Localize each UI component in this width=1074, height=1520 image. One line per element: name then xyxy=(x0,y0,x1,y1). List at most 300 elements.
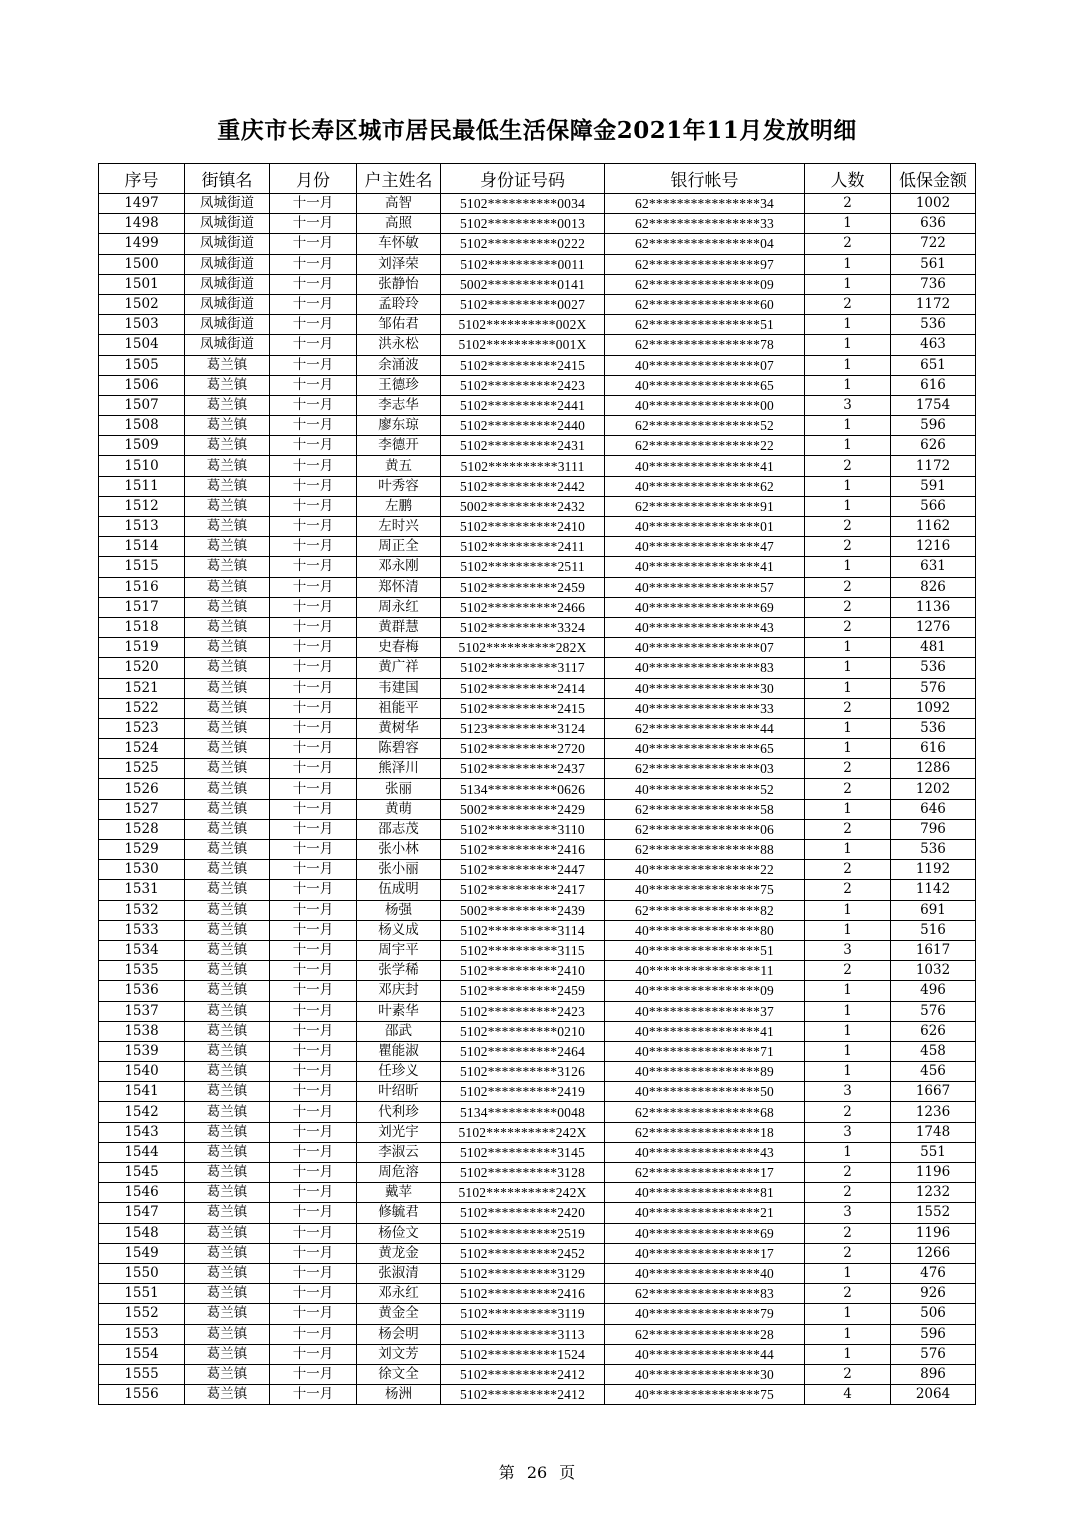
cell-people-count: 1 xyxy=(805,658,891,678)
cell-month: 十一月 xyxy=(270,1102,357,1122)
cell-index: 1512 xyxy=(99,496,185,516)
cell-street: 凤城街道 xyxy=(185,214,270,234)
cell-householder: 黄五 xyxy=(357,456,441,476)
cell-householder: 邵武 xyxy=(357,1021,441,1041)
cell-people-count: 1 xyxy=(805,1062,891,1082)
table-row xyxy=(99,1102,976,1122)
cell-bank-account: 40****************50 xyxy=(605,1082,805,1102)
cell-index: 1556 xyxy=(99,1385,185,1405)
cell-householder: 陈碧容 xyxy=(357,739,441,759)
cell-people-count: 1 xyxy=(805,1263,891,1283)
cell-householder: 黄萌 xyxy=(357,799,441,819)
cell-amount: 651 xyxy=(891,355,976,375)
cell-amount: 616 xyxy=(891,375,976,395)
cell-id-number: 5102**********3111 xyxy=(441,456,605,476)
cell-amount: 1236 xyxy=(891,1102,976,1122)
cell-id-number: 5102**********2412 xyxy=(441,1364,605,1384)
cell-street: 葛兰镇 xyxy=(185,617,270,637)
cell-month: 十一月 xyxy=(270,274,357,294)
cell-street: 凤城街道 xyxy=(185,335,270,355)
cell-bank-account: 40****************65 xyxy=(605,739,805,759)
cell-householder: 黄广祥 xyxy=(357,658,441,678)
cell-id-number: 5102**********0034 xyxy=(441,194,605,214)
footer-prefix: 第 xyxy=(498,1463,515,1482)
cell-householder: 黄群慧 xyxy=(357,617,441,637)
cell-month: 十一月 xyxy=(270,1142,357,1162)
cell-householder: 邓永刚 xyxy=(357,557,441,577)
cell-month: 十一月 xyxy=(270,1344,357,1364)
cell-street: 葛兰镇 xyxy=(185,1062,270,1082)
cell-index: 1541 xyxy=(99,1082,185,1102)
cell-amount: 596 xyxy=(891,1324,976,1344)
cell-month: 十一月 xyxy=(270,900,357,920)
cell-amount: 1552 xyxy=(891,1203,976,1223)
table-row xyxy=(99,1021,976,1041)
cell-amount: 463 xyxy=(891,335,976,355)
cell-people-count: 1 xyxy=(805,638,891,658)
cell-month: 十一月 xyxy=(270,920,357,940)
table-row xyxy=(99,658,976,678)
cell-street: 葛兰镇 xyxy=(185,1041,270,1061)
cell-amount: 551 xyxy=(891,1142,976,1162)
cell-bank-account: 62****************34 xyxy=(605,194,805,214)
table-row xyxy=(99,840,976,860)
cell-householder: 高照 xyxy=(357,214,441,234)
cell-bank-account: 40****************00 xyxy=(605,395,805,415)
table-row xyxy=(99,1263,976,1283)
cell-amount: 896 xyxy=(891,1364,976,1384)
cell-amount: 1172 xyxy=(891,456,976,476)
cell-index: 1528 xyxy=(99,819,185,839)
cell-street: 葛兰镇 xyxy=(185,1223,270,1243)
cell-month: 十一月 xyxy=(270,961,357,981)
cell-street: 葛兰镇 xyxy=(185,476,270,496)
cell-amount: 1142 xyxy=(891,880,976,900)
cell-bank-account: 40****************89 xyxy=(605,1062,805,1082)
table-row xyxy=(99,617,976,637)
cell-index: 1507 xyxy=(99,395,185,415)
cell-people-count: 1 xyxy=(805,315,891,335)
cell-street: 凤城街道 xyxy=(185,234,270,254)
cell-id-number: 5002**********2439 xyxy=(441,900,605,920)
cell-householder: 周宇平 xyxy=(357,940,441,960)
cell-bank-account: 40****************83 xyxy=(605,658,805,678)
cell-id-number: 5102**********2447 xyxy=(441,860,605,880)
table-row xyxy=(99,1001,976,1021)
cell-id-number: 5102**********2414 xyxy=(441,678,605,698)
cell-householder: 余涌波 xyxy=(357,355,441,375)
cell-id-number: 5102**********2519 xyxy=(441,1223,605,1243)
cell-street: 葛兰镇 xyxy=(185,537,270,557)
cell-index: 1533 xyxy=(99,920,185,940)
cell-people-count: 1 xyxy=(805,1304,891,1324)
cell-people-count: 2 xyxy=(805,819,891,839)
cell-amount: 2064 xyxy=(891,1385,976,1405)
cell-index: 1520 xyxy=(99,658,185,678)
cell-street: 葛兰镇 xyxy=(185,1304,270,1324)
cell-id-number: 5134**********0626 xyxy=(441,779,605,799)
cell-id-number: 5102**********3119 xyxy=(441,1304,605,1324)
cell-index: 1499 xyxy=(99,234,185,254)
table-row xyxy=(99,517,976,537)
table-header-row xyxy=(99,164,976,194)
cell-id-number: 5002**********2432 xyxy=(441,496,605,516)
table-row xyxy=(99,860,976,880)
cell-householder: 黄金全 xyxy=(357,1304,441,1324)
cell-street: 葛兰镇 xyxy=(185,1021,270,1041)
cell-month: 十一月 xyxy=(270,496,357,516)
cell-id-number: 5102**********3145 xyxy=(441,1142,605,1162)
cell-street: 葛兰镇 xyxy=(185,1001,270,1021)
table-row xyxy=(99,718,976,738)
table-body xyxy=(99,194,976,1405)
cell-id-number: 5102**********3110 xyxy=(441,819,605,839)
cell-amount: 576 xyxy=(891,1344,976,1364)
header-people-count: 人数 xyxy=(805,164,891,194)
cell-bank-account: 40****************30 xyxy=(605,678,805,698)
cell-street: 葛兰镇 xyxy=(185,456,270,476)
cell-index: 1518 xyxy=(99,617,185,637)
cell-people-count: 1 xyxy=(805,436,891,456)
cell-amount: 616 xyxy=(891,739,976,759)
cell-id-number: 5102**********3113 xyxy=(441,1324,605,1344)
cell-street: 葛兰镇 xyxy=(185,819,270,839)
cell-bank-account: 62****************28 xyxy=(605,1324,805,1344)
page-number: 26 xyxy=(526,1463,548,1482)
cell-householder: 徐文全 xyxy=(357,1364,441,1384)
cell-people-count: 2 xyxy=(805,517,891,537)
cell-id-number: 5102**********1524 xyxy=(441,1344,605,1364)
cell-street: 葛兰镇 xyxy=(185,900,270,920)
page-footer xyxy=(0,1460,1074,1483)
cell-amount: 1162 xyxy=(891,517,976,537)
cell-people-count: 4 xyxy=(805,1385,891,1405)
cell-bank-account: 40****************09 xyxy=(605,981,805,1001)
cell-index: 1532 xyxy=(99,900,185,920)
cell-index: 1547 xyxy=(99,1203,185,1223)
table-row xyxy=(99,638,976,658)
cell-bank-account: 40****************07 xyxy=(605,355,805,375)
cell-householder: 叶素华 xyxy=(357,1001,441,1021)
cell-index: 1526 xyxy=(99,779,185,799)
cell-householder: 廖东琼 xyxy=(357,416,441,436)
cell-id-number: 5102**********3324 xyxy=(441,617,605,637)
cell-people-count: 2 xyxy=(805,759,891,779)
cell-amount: 561 xyxy=(891,254,976,274)
cell-id-number: 5102**********242X xyxy=(441,1183,605,1203)
cell-id-number: 5102**********3126 xyxy=(441,1062,605,1082)
cell-street: 葛兰镇 xyxy=(185,1344,270,1364)
cell-bank-account: 62****************83 xyxy=(605,1284,805,1304)
cell-amount: 631 xyxy=(891,557,976,577)
cell-id-number: 5102**********2459 xyxy=(441,981,605,1001)
cell-people-count: 2 xyxy=(805,1102,891,1122)
cell-people-count: 3 xyxy=(805,940,891,960)
cell-householder: 戴苹 xyxy=(357,1183,441,1203)
cell-month: 十一月 xyxy=(270,355,357,375)
cell-month: 十一月 xyxy=(270,1284,357,1304)
cell-month: 十一月 xyxy=(270,476,357,496)
cell-street: 葛兰镇 xyxy=(185,597,270,617)
table-row xyxy=(99,961,976,981)
cell-householder: 高智 xyxy=(357,194,441,214)
cell-index: 1523 xyxy=(99,718,185,738)
cell-index: 1550 xyxy=(99,1263,185,1283)
cell-householder: 伍成明 xyxy=(357,880,441,900)
cell-id-number: 5102**********0222 xyxy=(441,234,605,254)
cell-id-number: 5102**********2410 xyxy=(441,517,605,537)
table-row xyxy=(99,597,976,617)
cell-street: 凤城街道 xyxy=(185,294,270,314)
cell-people-count: 2 xyxy=(805,961,891,981)
cell-month: 十一月 xyxy=(270,1183,357,1203)
cell-people-count: 1 xyxy=(805,799,891,819)
cell-people-count: 2 xyxy=(805,698,891,718)
cell-id-number: 5102**********2464 xyxy=(441,1041,605,1061)
cell-street: 葛兰镇 xyxy=(185,436,270,456)
cell-month: 十一月 xyxy=(270,1364,357,1384)
cell-bank-account: 62****************91 xyxy=(605,496,805,516)
cell-month: 十一月 xyxy=(270,416,357,436)
table-row xyxy=(99,416,976,436)
table-row xyxy=(99,355,976,375)
cell-amount: 1136 xyxy=(891,597,976,617)
cell-bank-account: 40****************57 xyxy=(605,577,805,597)
cell-index: 1517 xyxy=(99,597,185,617)
cell-month: 十一月 xyxy=(270,617,357,637)
cell-id-number: 5102**********0013 xyxy=(441,214,605,234)
cell-index: 1542 xyxy=(99,1102,185,1122)
cell-index: 1530 xyxy=(99,860,185,880)
cell-amount: 536 xyxy=(891,840,976,860)
cell-householder: 郑怀清 xyxy=(357,577,441,597)
cell-id-number: 5102**********3114 xyxy=(441,920,605,940)
cell-id-number: 5102**********2440 xyxy=(441,416,605,436)
cell-householder: 邵志茂 xyxy=(357,819,441,839)
cell-month: 十一月 xyxy=(270,840,357,860)
cell-householder: 孟聆玲 xyxy=(357,294,441,314)
cell-householder: 修毓君 xyxy=(357,1203,441,1223)
table-row xyxy=(99,315,976,335)
cell-bank-account: 62****************52 xyxy=(605,416,805,436)
cell-householder: 李淑云 xyxy=(357,1142,441,1162)
cell-bank-account: 40****************41 xyxy=(605,1021,805,1041)
cell-month: 十一月 xyxy=(270,1082,357,1102)
cell-index: 1503 xyxy=(99,315,185,335)
cell-people-count: 1 xyxy=(805,1001,891,1021)
cell-people-count: 2 xyxy=(805,880,891,900)
cell-month: 十一月 xyxy=(270,718,357,738)
cell-amount: 1266 xyxy=(891,1243,976,1263)
cell-id-number: 5102**********2437 xyxy=(441,759,605,779)
cell-bank-account: 40****************51 xyxy=(605,940,805,960)
cell-householder: 叶绍昕 xyxy=(357,1082,441,1102)
cell-amount: 496 xyxy=(891,981,976,1001)
cell-people-count: 1 xyxy=(805,375,891,395)
cell-street: 葛兰镇 xyxy=(185,1183,270,1203)
cell-bank-account: 62****************06 xyxy=(605,819,805,839)
cell-street: 葛兰镇 xyxy=(185,1385,270,1405)
cell-month: 十一月 xyxy=(270,1263,357,1283)
cell-id-number: 5102**********2441 xyxy=(441,395,605,415)
cell-index: 1510 xyxy=(99,456,185,476)
cell-month: 十一月 xyxy=(270,456,357,476)
cell-householder: 车怀敏 xyxy=(357,234,441,254)
cell-index: 1536 xyxy=(99,981,185,1001)
cell-amount: 722 xyxy=(891,234,976,254)
cell-householder: 周危溶 xyxy=(357,1163,441,1183)
cell-index: 1514 xyxy=(99,537,185,557)
cell-street: 葛兰镇 xyxy=(185,517,270,537)
cell-householder: 张小丽 xyxy=(357,860,441,880)
cell-bank-account: 40****************30 xyxy=(605,1364,805,1384)
cell-amount: 1232 xyxy=(891,1183,976,1203)
cell-index: 1516 xyxy=(99,577,185,597)
cell-street: 葛兰镇 xyxy=(185,718,270,738)
cell-id-number: 5102**********2442 xyxy=(441,476,605,496)
cell-householder: 叶秀容 xyxy=(357,476,441,496)
cell-month: 十一月 xyxy=(270,1324,357,1344)
cell-householder: 邹佑君 xyxy=(357,315,441,335)
cell-index: 1525 xyxy=(99,759,185,779)
cell-id-number: 5123**********3124 xyxy=(441,718,605,738)
cell-index: 1527 xyxy=(99,799,185,819)
cell-householder: 邓永红 xyxy=(357,1284,441,1304)
cell-index: 1515 xyxy=(99,557,185,577)
cell-amount: 691 xyxy=(891,900,976,920)
cell-id-number: 5102**********2459 xyxy=(441,577,605,597)
cell-month: 十一月 xyxy=(270,315,357,335)
cell-bank-account: 40****************21 xyxy=(605,1203,805,1223)
cell-people-count: 1 xyxy=(805,1344,891,1364)
cell-month: 十一月 xyxy=(270,880,357,900)
cell-amount: 576 xyxy=(891,678,976,698)
cell-month: 十一月 xyxy=(270,375,357,395)
cell-id-number: 5102**********3128 xyxy=(441,1163,605,1183)
cell-people-count: 2 xyxy=(805,1364,891,1384)
cell-street: 葛兰镇 xyxy=(185,1142,270,1162)
cell-householder: 张淑清 xyxy=(357,1263,441,1283)
cell-householder: 李德开 xyxy=(357,436,441,456)
table-row xyxy=(99,759,976,779)
cell-month: 十一月 xyxy=(270,194,357,214)
cell-index: 1508 xyxy=(99,416,185,436)
cell-id-number: 5002**********0141 xyxy=(441,274,605,294)
cell-street: 葛兰镇 xyxy=(185,355,270,375)
cell-amount: 626 xyxy=(891,1021,976,1041)
cell-id-number: 5102**********2417 xyxy=(441,880,605,900)
cell-bank-account: 62****************44 xyxy=(605,718,805,738)
cell-street: 葛兰镇 xyxy=(185,779,270,799)
table-row xyxy=(99,395,976,415)
cell-bank-account: 62****************60 xyxy=(605,294,805,314)
cell-amount: 596 xyxy=(891,416,976,436)
cell-month: 十一月 xyxy=(270,294,357,314)
payment-table xyxy=(98,163,976,1405)
table-row xyxy=(99,1163,976,1183)
cell-amount: 736 xyxy=(891,274,976,294)
cell-bank-account: 40****************17 xyxy=(605,1243,805,1263)
cell-people-count: 1 xyxy=(805,496,891,516)
cell-street: 凤城街道 xyxy=(185,274,270,294)
cell-bank-account: 62****************97 xyxy=(605,254,805,274)
cell-index: 1554 xyxy=(99,1344,185,1364)
cell-street: 葛兰镇 xyxy=(185,1082,270,1102)
cell-householder: 瞿能淑 xyxy=(357,1041,441,1061)
cell-index: 1505 xyxy=(99,355,185,375)
table-row xyxy=(99,557,976,577)
cell-householder: 祖能平 xyxy=(357,698,441,718)
header-index: 序号 xyxy=(99,164,185,194)
table-row xyxy=(99,1203,976,1223)
table-row xyxy=(99,1041,976,1061)
cell-index: 1502 xyxy=(99,294,185,314)
cell-month: 十一月 xyxy=(270,1304,357,1324)
cell-street: 葛兰镇 xyxy=(185,1203,270,1223)
cell-amount: 458 xyxy=(891,1041,976,1061)
cell-index: 1534 xyxy=(99,940,185,960)
cell-amount: 796 xyxy=(891,819,976,839)
cell-index: 1513 xyxy=(99,517,185,537)
cell-id-number: 5102**********2423 xyxy=(441,375,605,395)
cell-street: 葛兰镇 xyxy=(185,395,270,415)
cell-bank-account: 62****************58 xyxy=(605,799,805,819)
cell-people-count: 2 xyxy=(805,456,891,476)
cell-street: 凤城街道 xyxy=(185,315,270,335)
cell-street: 葛兰镇 xyxy=(185,375,270,395)
cell-month: 十一月 xyxy=(270,698,357,718)
table-row xyxy=(99,1183,976,1203)
table-row xyxy=(99,1062,976,1082)
table-row xyxy=(99,476,976,496)
cell-id-number: 5102**********2423 xyxy=(441,1001,605,1021)
cell-street: 葛兰镇 xyxy=(185,577,270,597)
table-row xyxy=(99,335,976,355)
table-row xyxy=(99,537,976,557)
cell-month: 十一月 xyxy=(270,678,357,698)
cell-amount: 636 xyxy=(891,214,976,234)
cell-people-count: 2 xyxy=(805,234,891,254)
cell-bank-account: 62****************04 xyxy=(605,234,805,254)
table-row xyxy=(99,678,976,698)
header-householder: 户主姓名 xyxy=(357,164,441,194)
cell-street: 葛兰镇 xyxy=(185,1163,270,1183)
table-row xyxy=(99,274,976,294)
cell-bank-account: 40****************71 xyxy=(605,1041,805,1061)
cell-people-count: 2 xyxy=(805,597,891,617)
cell-people-count: 1 xyxy=(805,920,891,940)
table-row xyxy=(99,294,976,314)
cell-people-count: 2 xyxy=(805,537,891,557)
cell-month: 十一月 xyxy=(270,1223,357,1243)
cell-amount: 926 xyxy=(891,1284,976,1304)
table-row xyxy=(99,214,976,234)
table-row xyxy=(99,779,976,799)
cell-id-number: 5102**********2416 xyxy=(441,840,605,860)
cell-id-number: 5102**********2720 xyxy=(441,739,605,759)
cell-bank-account: 40****************75 xyxy=(605,880,805,900)
table-row xyxy=(99,1364,976,1384)
cell-bank-account: 62****************51 xyxy=(605,315,805,335)
cell-amount: 826 xyxy=(891,577,976,597)
cell-people-count: 2 xyxy=(805,617,891,637)
cell-month: 十一月 xyxy=(270,577,357,597)
cell-people-count: 1 xyxy=(805,739,891,759)
cell-householder: 杨义成 xyxy=(357,920,441,940)
cell-street: 葛兰镇 xyxy=(185,860,270,880)
table-row xyxy=(99,900,976,920)
cell-index: 1546 xyxy=(99,1183,185,1203)
